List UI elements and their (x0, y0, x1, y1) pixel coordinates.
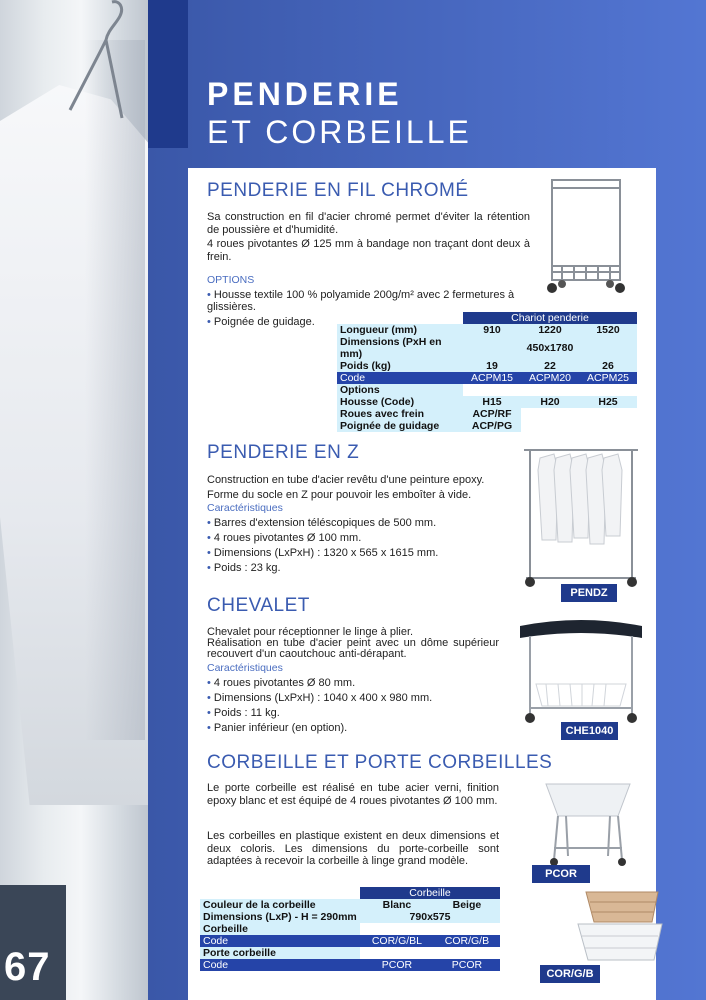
chrome-wardrobe-image (540, 176, 632, 298)
cell: H20 (521, 396, 579, 408)
cell: PCOR (360, 959, 434, 971)
cell: 26 (579, 360, 637, 372)
characteristic-item: • Poids : 11 kg. (207, 707, 280, 719)
row-label: Code (200, 935, 360, 947)
row-label: Longueur (mm) (337, 324, 463, 336)
corbeille-table (200, 887, 500, 971)
row-label: Corbeille (200, 923, 360, 935)
characteristic-item: • Barres d'extension téléscopiques de 500 mm. (207, 517, 437, 529)
characteristics-label: Caractéristiques (207, 662, 283, 674)
page-title-line2: ET CORBEILLE (207, 114, 472, 150)
characteristic-item: • 4 roues pivotantes Ø 80 mm. (207, 677, 356, 689)
page-title-line1: PENDERIE (207, 76, 403, 112)
row-label: Dimensions (LxP) - H = 290mm (200, 911, 360, 923)
cell: ACPM20 (521, 372, 579, 384)
cell: ACPM15 (463, 372, 521, 384)
row-label: Roues avec frein (337, 408, 463, 420)
cell: ACPM25 (579, 372, 637, 384)
section3-description-2: Réalisation en tube d'acier peint avec un dôme supérieur recouvert d'un caoutchouc anti-dérapant. (207, 637, 499, 660)
table-header: Chariot penderie (463, 312, 637, 324)
cell: COR/G/BL (360, 935, 434, 947)
row-label: Options (337, 384, 463, 396)
basket-holder-image (540, 776, 636, 868)
cell: ACP/RF (463, 408, 521, 420)
cell: 1520 (579, 324, 637, 336)
section-heading-chevalet: CHEVALET (207, 595, 310, 616)
row-label: Code (337, 372, 463, 384)
characteristics-label: Caractéristiques (207, 502, 283, 514)
product-tag-cor-g-b: COR/G/B (540, 965, 600, 983)
characteristic-item: • Poids : 23 kg. (207, 562, 281, 574)
cell: Blanc (360, 899, 434, 911)
option-item: • Housse textile 100 % polyamide 200g/m² avec 2 fermetures à glissières. (207, 289, 515, 313)
cell: 790x575 (360, 911, 500, 923)
section2-description: Construction en tube d'acier revêtu d'une peinture epoxy. (207, 474, 485, 486)
row-label: Couleur de la corbeille (200, 899, 360, 911)
section2-description-2: Forme du socle en Z pour pouvoir les emboîter à vide. (207, 489, 472, 501)
section4-description: Le porte corbeille est réalisé en tube acier verni, finition epoxy blanc et est équipé de 4 roues pivotantes Ø 100 mm. (207, 782, 499, 807)
row-label: Porte corbeille (200, 947, 360, 959)
cell: H25 (579, 396, 637, 408)
product-tag-pcor: PCOR (532, 865, 590, 883)
cell: 1220 (521, 324, 579, 336)
cell: COR/G/B (434, 935, 500, 947)
z-wardrobe-image (520, 440, 642, 588)
cell: ACP/PG (463, 420, 521, 432)
options-label: OPTIONS (207, 274, 255, 286)
cell: 450x1780 (463, 336, 637, 360)
section-heading-penderie-z: PENDERIE EN Z (207, 442, 360, 463)
cell: 22 (521, 360, 579, 372)
shirt-photo (0, 0, 148, 1000)
section3-description: Chevalet pour réceptionner le linge à plier. (207, 626, 414, 638)
cell: 19 (463, 360, 521, 372)
table-header: Corbeille (360, 887, 500, 899)
cell: PCOR (434, 959, 500, 971)
section4-description-2: Les corbeilles en plastique existent en deux dimensions et deux coloris. Les dimensions du porte-corbeille sont adaptées à recevoir la corbeille à linge grand modèle. (207, 830, 499, 867)
product-tag-pendz: PENDZ (561, 584, 617, 602)
row-label: Poignée de guidage (337, 420, 463, 432)
characteristic-item: • Panier inférieur (en option). (207, 722, 348, 734)
baskets-image (574, 888, 666, 968)
shirt-shadow (85, 40, 145, 740)
page-number: 67 (4, 945, 51, 989)
cell: 910 (463, 324, 521, 336)
option-item: • Poignée de guidage. (207, 316, 315, 328)
chevalet-image (516, 612, 646, 724)
characteristic-item: • Dimensions (LxPxH) : 1320 x 565 x 1615 mm. (207, 547, 439, 559)
row-label: Code (200, 959, 360, 971)
row-label: Dimensions (PxH en mm) (337, 336, 463, 360)
section1-description: Sa construction en fil d'acier chromé permet d'éviter la rétention de poussière et d'humidité. (207, 211, 530, 236)
section-heading-corbeille: CORBEILLE ET PORTE CORBEILLES (207, 752, 553, 773)
section1-wheels: 4 roues pivotantes Ø 125 mm à bandage non traçant dont deux à frein. (207, 238, 530, 263)
cell: H15 (463, 396, 521, 408)
hanger-icon (60, 0, 130, 120)
section-heading-penderie-fil-chrome: PENDERIE EN FIL CHROMÉ (207, 180, 469, 201)
row-label: Housse (Code) (337, 396, 463, 408)
penderie-table (337, 312, 637, 432)
dark-accent-block (148, 0, 188, 148)
row-label: Poids (kg) (337, 360, 463, 372)
characteristic-item: • 4 roues pivotantes Ø 100 mm. (207, 532, 362, 544)
cell: Beige (434, 899, 500, 911)
product-tag-che1040: CHE1040 (561, 722, 618, 740)
characteristic-item: • Dimensions (LxPxH) : 1040 x 400 x 980 mm. (207, 692, 433, 704)
